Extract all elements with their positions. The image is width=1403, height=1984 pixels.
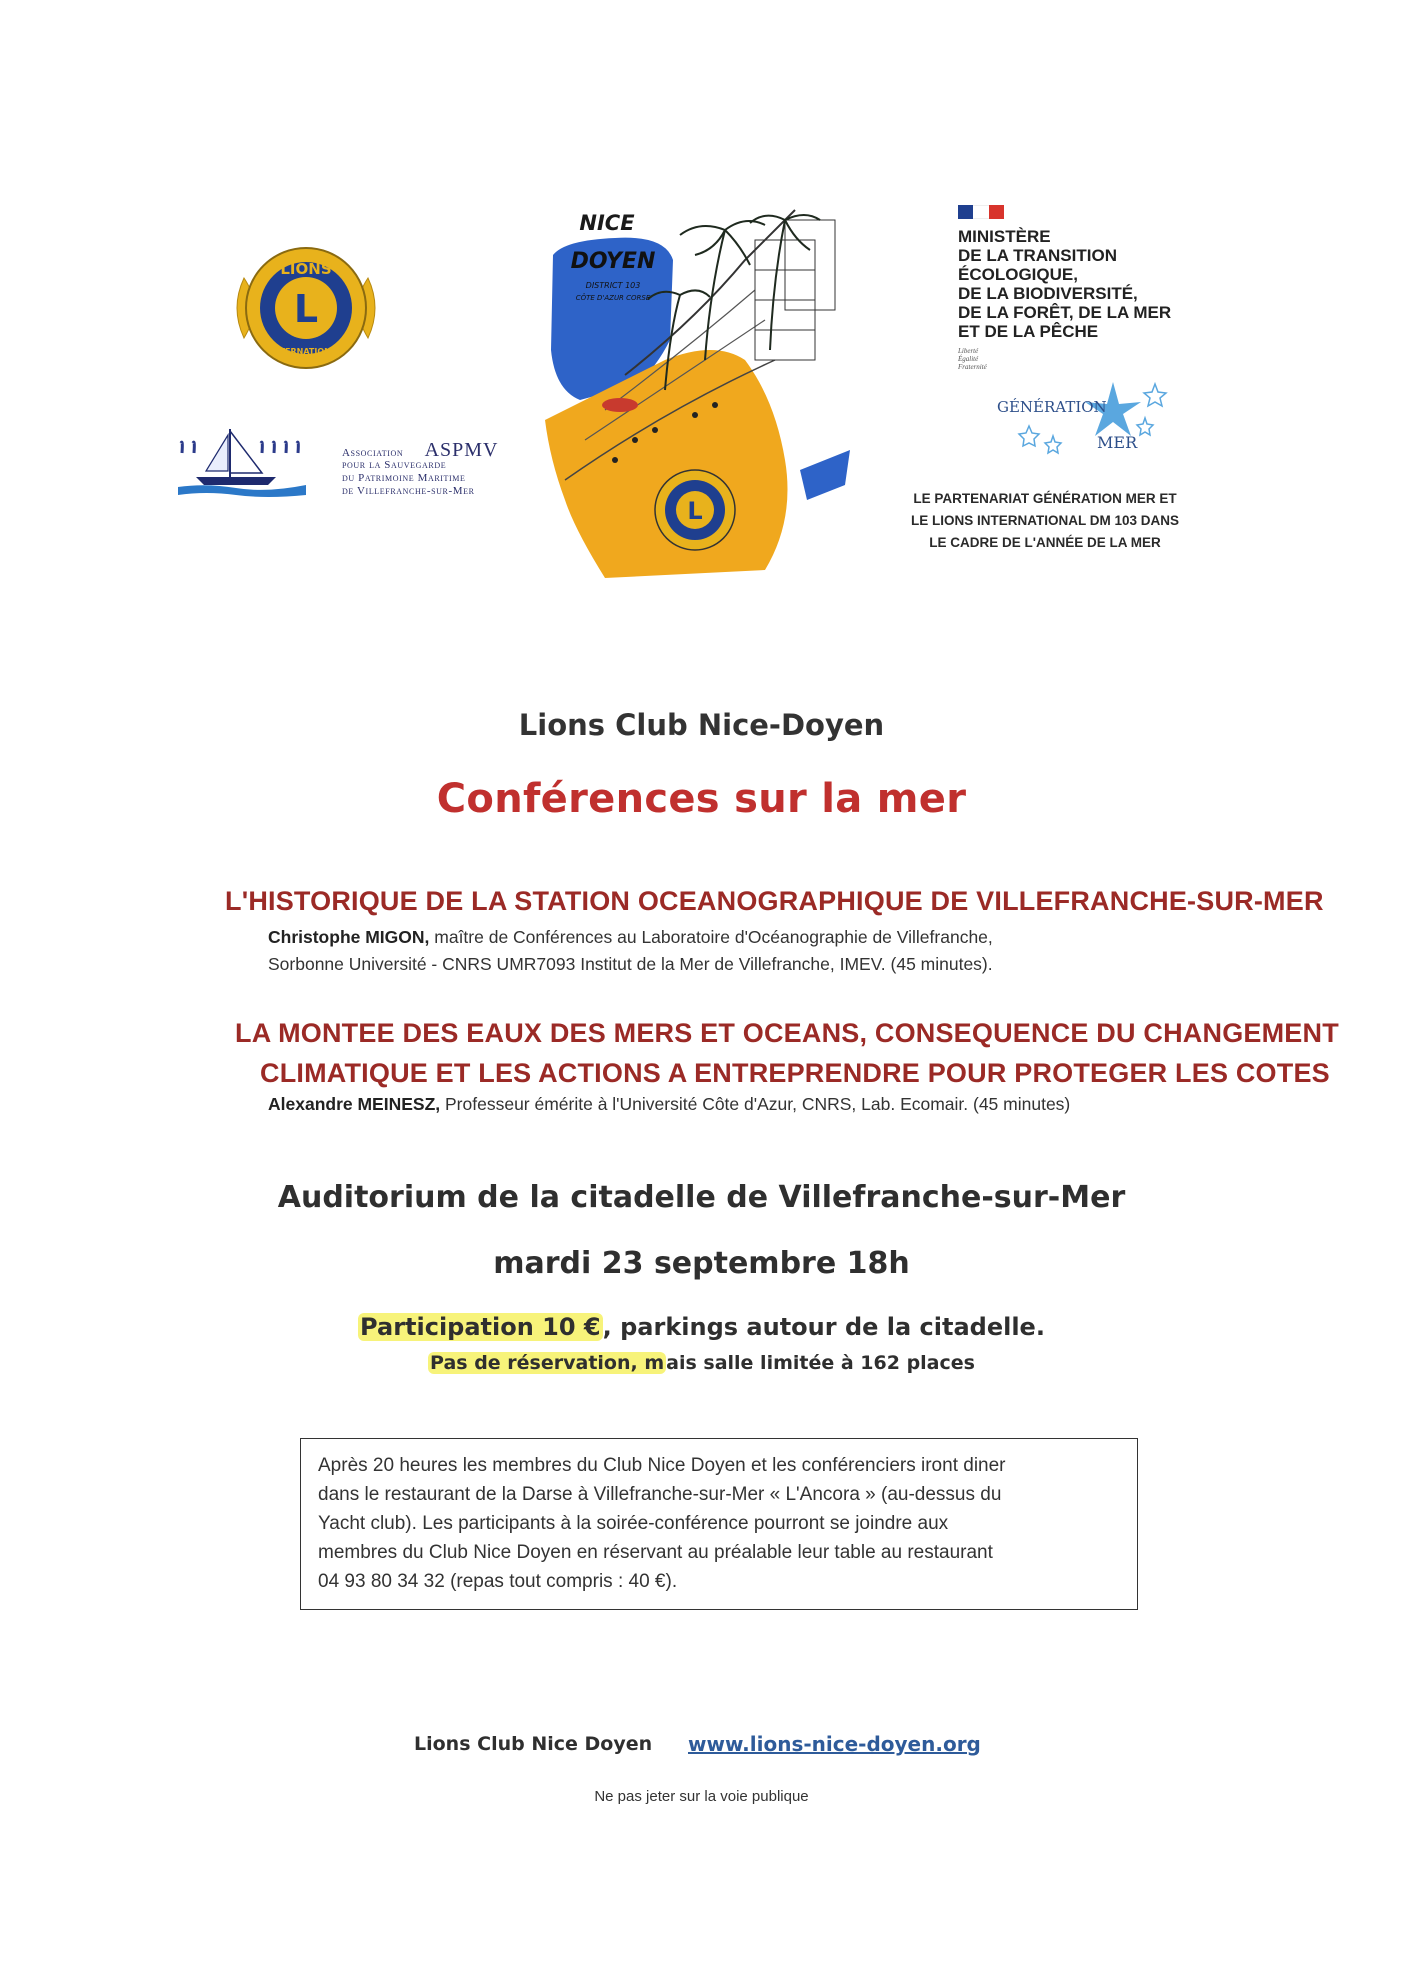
aspmv-line2: pour la Sauvegarde bbox=[342, 459, 447, 471]
talk1-speaker-name: Christophe MIGON, bbox=[268, 927, 430, 947]
dinner-line5: 04 93 80 34 32 (repas tout compris : 40 €). bbox=[318, 1571, 678, 1592]
french-flag-icon bbox=[958, 205, 1004, 219]
nice-doyen-line1: NICE bbox=[579, 211, 635, 235]
reservation-line bbox=[0, 1352, 1403, 1374]
conferences-title: Conférences sur la mer bbox=[436, 776, 967, 822]
talk2-desc: Professeur émérite à l'Université Côte d'Azur, CNRS, Lab. Ecomair. (45 minutes) bbox=[440, 1094, 1071, 1114]
talk1-desc-line2: Sorbonne Université - CNRS UMR7093 Institut de la Mer de Villefranche, IMEV. (45 minutes). bbox=[268, 954, 993, 974]
reservation-rest: ais salle limitée à 162 places bbox=[666, 1352, 975, 1374]
partnership-line3: LE CADRE DE L'ANNÉE DE LA MER bbox=[929, 535, 1161, 550]
dinner-line4: membres du Club Nice Doyen en réservant au préalable leur table au restaurant bbox=[318, 1542, 993, 1563]
talk2-speaker-block bbox=[268, 1091, 1070, 1118]
dinner-line3: Yacht club). Les participants à la soirée-conférence pourront se joindre aux bbox=[318, 1513, 949, 1534]
motto-fraternite: Fraternité bbox=[958, 363, 987, 371]
partnership-text bbox=[880, 488, 1210, 554]
nice-doyen-line3: DISTRICT 103 bbox=[585, 281, 641, 290]
talk2-title-line2: CLIMATIQUE ET LES ACTIONS A ENTREPRENDRE POUR PROTEGER LES COTES bbox=[260, 1058, 1330, 1088]
dinner-line2: dans le restaurant de la Darse à Villefranche-sur-Mer « L'Ancora » (au-dessus du bbox=[318, 1484, 1002, 1505]
partnership-line2: LE LIONS INTERNATIONAL DM 103 DANS bbox=[910, 513, 1180, 528]
lions-international-logo bbox=[226, 238, 386, 378]
footer-club-name: Lions Club Nice Doyen bbox=[414, 1733, 653, 1755]
nice-doyen-line4: CÔTE D'AZUR CORSE bbox=[575, 294, 651, 302]
talk1-speaker-block bbox=[268, 924, 993, 978]
ministry-name: MINISTÈRE DE LA TRANSITION ÉCOLOGIQUE, DE LA BIODIVERSITÉ, DE LA FORÊT, DE LA MER ET DE LA PÊCHE bbox=[958, 227, 1172, 341]
dinner-line1: Après 20 heures les membres du Club Nice Doyen et les conférenciers iront diner bbox=[318, 1455, 1006, 1476]
lions-letter: L bbox=[293, 287, 319, 331]
aspmv-line1: Association bbox=[342, 447, 404, 459]
generation-mer-logo bbox=[995, 378, 1195, 458]
generation-word: GÉNÉRATION bbox=[997, 398, 1107, 416]
motto-liberte: Liberté bbox=[958, 347, 979, 355]
participation-highlight: Participation 10 € bbox=[360, 1313, 601, 1341]
dinner-info-box bbox=[300, 1438, 1138, 1610]
nice-doyen-line2: DOYEN bbox=[570, 249, 656, 274]
footer-note: Ne pas jeter sur la voie publique bbox=[594, 1788, 809, 1805]
lions-bottom-text: INTERNATIONAL bbox=[269, 347, 343, 356]
lions-top-text: LIONS bbox=[280, 260, 332, 278]
ministry-logo bbox=[958, 205, 1218, 371]
talk2-speaker-name: Alexandre MEINESZ, bbox=[268, 1094, 441, 1114]
event-date: mardi 23 septembre 18h bbox=[493, 1246, 910, 1281]
aspmv-line4: de Villefranche-sur-Mer bbox=[342, 485, 475, 497]
sailboat-icon bbox=[176, 425, 336, 505]
aspmv-logo bbox=[176, 425, 521, 505]
talk1-title: L'HISTORIQUE DE LA STATION OCEANOGRAPHIQUE DE VILLEFRANCHE-SUR-MER bbox=[225, 886, 1324, 916]
venue: Auditorium de la citadelle de Villefranche-sur-Mer bbox=[277, 1180, 1126, 1215]
talk1-desc-line1: maître de Conférences au Laboratoire d'Océanographie de Villefranche, bbox=[429, 927, 993, 947]
nice-doyen-lions-letter: L bbox=[687, 497, 703, 525]
motto-egalite: Égalité bbox=[958, 355, 979, 363]
ministry-motto bbox=[958, 347, 1218, 371]
participation-line bbox=[0, 1313, 1403, 1341]
website-link[interactable]: www.lions-nice-doyen.org bbox=[688, 1732, 981, 1756]
club-title: Lions Club Nice-Doyen bbox=[518, 708, 885, 742]
talk2-title-line1: LA MONTEE DES EAUX DES MERS ET OCEANS, CONSEQUENCE DU CHANGEMENT bbox=[235, 1018, 1339, 1048]
nice-doyen-illustration bbox=[545, 200, 855, 580]
aspmv-line3: du Patrimoine Maritime bbox=[342, 472, 466, 484]
aspmv-abbr: ASPMV bbox=[424, 439, 499, 461]
mer-word: MER bbox=[1097, 433, 1138, 452]
partnership-line1: LE PARTENARIAT GÉNÉRATION MER ET bbox=[913, 491, 1177, 506]
reservation-highlight: Pas de réservation, m bbox=[430, 1352, 665, 1374]
participation-rest: , parkings autour de la citadelle. bbox=[602, 1313, 1045, 1341]
